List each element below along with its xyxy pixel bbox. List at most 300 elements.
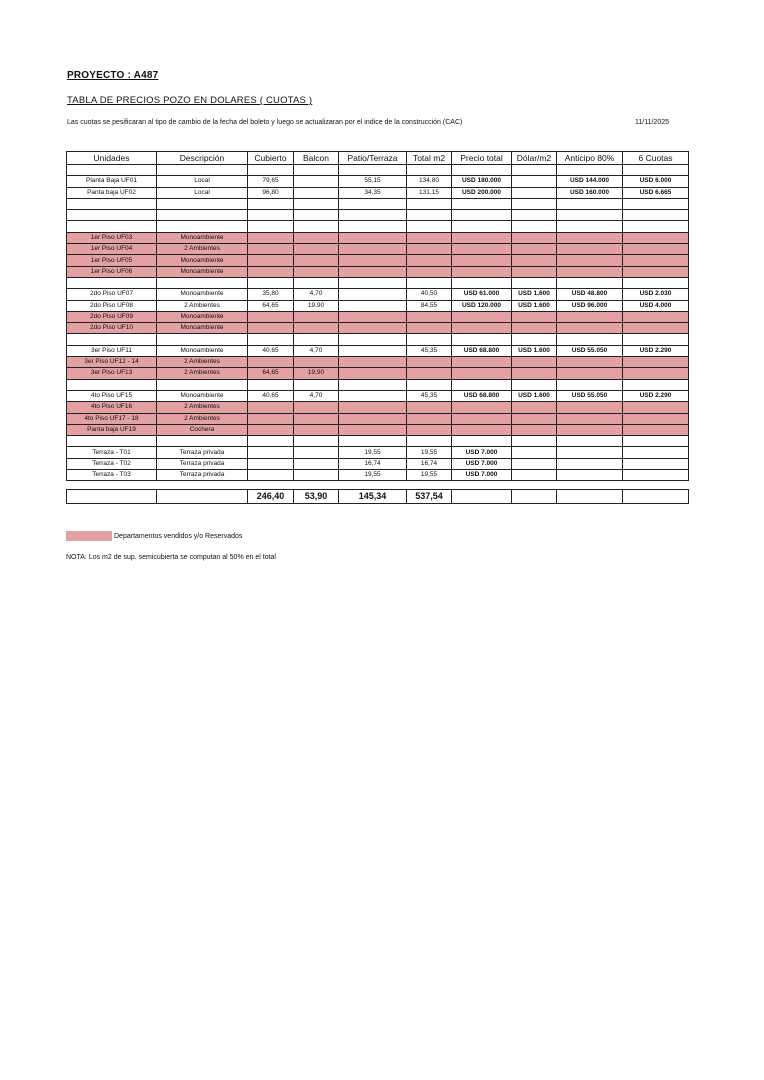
table-cell — [407, 424, 452, 435]
table-cell — [67, 210, 157, 221]
table-cell: 16,74 — [339, 458, 407, 469]
table-cell: 2 Ambientes — [157, 402, 248, 413]
table-cell — [407, 334, 452, 345]
table-cell — [557, 323, 623, 334]
sold-unit-row — [67, 244, 689, 255]
table-cell: USD 6.000 — [623, 176, 689, 187]
table-cell — [248, 165, 294, 176]
table-cell — [248, 232, 294, 243]
table-row — [67, 300, 689, 311]
table-cell — [452, 424, 512, 435]
table-cell: 3er Piso UF11 — [67, 345, 157, 356]
column-header: Balcon — [294, 152, 339, 165]
table-cell — [623, 244, 689, 255]
table-cell — [294, 165, 339, 176]
table-cell: USD 180.000 — [452, 176, 512, 187]
table-cell: USD 7.000 — [452, 470, 512, 481]
table-cell — [294, 187, 339, 198]
blank-row — [67, 277, 689, 288]
table-cell: Cochera — [157, 424, 248, 435]
table-cell — [294, 379, 339, 390]
table-cell — [407, 413, 452, 424]
table-cell — [407, 210, 452, 221]
table-cell: Monoambiente — [157, 266, 248, 277]
table-cell: Panta baja UF19 — [67, 424, 157, 435]
table-cell: 2do Piso UF09 — [67, 311, 157, 322]
table-cell: Monoambiente — [157, 390, 248, 401]
table-cell — [67, 221, 157, 232]
table-cell: 45,35 — [407, 345, 452, 356]
table-cell — [557, 165, 623, 176]
table-cell — [452, 210, 512, 221]
table-cell — [67, 277, 157, 288]
legend-label: Departamentos vendidos y/o Reservados — [114, 532, 243, 540]
table-cell: 55,15 — [339, 176, 407, 187]
table-cell: 4to Piso UF17 - 18 — [67, 413, 157, 424]
table-cell — [452, 266, 512, 277]
table-cell — [157, 334, 248, 345]
table-cell — [512, 277, 557, 288]
table-cell — [557, 210, 623, 221]
table-body — [67, 165, 689, 504]
table-cell — [294, 424, 339, 435]
column-header: Total m2 — [407, 152, 452, 165]
table-cell — [623, 447, 689, 458]
sold-unit-row — [67, 232, 689, 243]
table-cell — [623, 334, 689, 345]
table-cell — [623, 232, 689, 243]
footnote: NOTA: Los m2 de sup. semicubierta se computan al 50% en el total — [66, 554, 276, 561]
table-cell — [339, 244, 407, 255]
table-cell — [512, 379, 557, 390]
table-cell: 40,65 — [248, 390, 294, 401]
table-cell — [557, 334, 623, 345]
sold-unit-row — [67, 368, 689, 379]
table-cell — [294, 266, 339, 277]
blank-row — [67, 334, 689, 345]
table-cell: USD 160.000 — [557, 187, 623, 198]
table-cell: 2 Ambientes — [157, 413, 248, 424]
sold-unit-row — [67, 255, 689, 266]
table-cell — [339, 311, 407, 322]
table-cell — [452, 244, 512, 255]
table-cell — [67, 198, 157, 209]
table-cell: 131,15 — [407, 187, 452, 198]
table-cell — [623, 413, 689, 424]
table-cell — [512, 334, 557, 345]
table-cell: 2 Ambientes — [157, 244, 248, 255]
total-cell — [157, 490, 248, 504]
table-cell: USD 2.030 — [623, 289, 689, 300]
table-row — [67, 447, 689, 458]
table-cell — [339, 345, 407, 356]
table-cell: USD 144.000 — [557, 176, 623, 187]
column-header: Dólar/m2 — [512, 152, 557, 165]
table-cell: 19,55 — [339, 470, 407, 481]
total-cell — [512, 490, 557, 504]
spacer-row — [67, 481, 689, 490]
table-cell — [407, 221, 452, 232]
table-cell — [407, 244, 452, 255]
table-cell: Monoambiente — [157, 232, 248, 243]
table-cell: Terraza - T03 — [67, 470, 157, 481]
table-cell — [248, 402, 294, 413]
table-cell — [512, 447, 557, 458]
blank-row — [67, 198, 689, 209]
table-cell: USD 68.800 — [452, 345, 512, 356]
table-cell: 34,35 — [339, 187, 407, 198]
table-cell — [339, 334, 407, 345]
table-cell — [557, 311, 623, 322]
table-cell — [157, 210, 248, 221]
table-cell — [157, 277, 248, 288]
table-cell: USD 1.600 — [512, 345, 557, 356]
table-cell — [294, 198, 339, 209]
table-cell — [512, 210, 557, 221]
table-cell — [67, 436, 157, 447]
table-cell — [248, 323, 294, 334]
table-cell: 1er Piso UF04 — [67, 244, 157, 255]
table-row — [67, 289, 689, 300]
total-cell — [67, 490, 157, 504]
table-cell — [452, 311, 512, 322]
table-cell — [623, 402, 689, 413]
table-cell — [557, 357, 623, 368]
table-cell — [157, 165, 248, 176]
table-cell — [248, 436, 294, 447]
table-cell — [452, 255, 512, 266]
table-cell — [512, 458, 557, 469]
table-cell — [339, 165, 407, 176]
table-cell — [294, 176, 339, 187]
table-cell — [339, 357, 407, 368]
table-cell — [557, 447, 623, 458]
table-cell — [407, 198, 452, 209]
table-cell — [248, 413, 294, 424]
table-cell — [623, 470, 689, 481]
table-cell — [248, 424, 294, 435]
table-cell: USD 55.050 — [557, 345, 623, 356]
table-cell — [512, 424, 557, 435]
table-cell — [512, 436, 557, 447]
table-cell: USD 1.600 — [512, 390, 557, 401]
total-cell — [452, 490, 512, 504]
table-cell — [339, 368, 407, 379]
table-cell — [623, 266, 689, 277]
total-cell — [623, 490, 689, 504]
table-cell — [294, 232, 339, 243]
table-cell: USD 7.000 — [452, 458, 512, 469]
table-cell — [294, 311, 339, 322]
table-cell — [339, 300, 407, 311]
table-cell: Terraza privada — [157, 470, 248, 481]
table-cell: 1er Piso UF03 — [67, 232, 157, 243]
table-cell — [157, 436, 248, 447]
table-cell: 3er Piso UF13 — [67, 368, 157, 379]
table-cell: USD 55.050 — [557, 390, 623, 401]
table-cell — [157, 198, 248, 209]
table-cell: 45,35 — [407, 390, 452, 401]
table-cell — [294, 323, 339, 334]
legend — [66, 531, 242, 541]
table-cell — [248, 210, 294, 221]
table-row — [67, 390, 689, 401]
table-cell — [512, 470, 557, 481]
table-cell: USD 7.000 — [452, 447, 512, 458]
table-cell — [294, 255, 339, 266]
total-cell: 537,54 — [407, 490, 452, 504]
table-cell — [623, 198, 689, 209]
table-cell — [157, 379, 248, 390]
table-cell: Planta Baja UF01 — [67, 176, 157, 187]
table-cell — [557, 255, 623, 266]
table-cell: 96,80 — [248, 187, 294, 198]
table-cell: 19,90 — [294, 368, 339, 379]
table-cell — [248, 221, 294, 232]
table-cell: USD 4.000 — [623, 300, 689, 311]
table-cell — [407, 277, 452, 288]
table-cell — [512, 165, 557, 176]
table-cell — [294, 221, 339, 232]
table-cell: Monoambiente — [157, 289, 248, 300]
table-cell: 35,80 — [248, 289, 294, 300]
table-cell — [248, 379, 294, 390]
table-cell — [248, 255, 294, 266]
total-cell: 145,34 — [339, 490, 407, 504]
table-cell — [557, 470, 623, 481]
table-cell — [557, 266, 623, 277]
table-row — [67, 176, 689, 187]
table-cell — [248, 447, 294, 458]
table-cell: 4,70 — [294, 289, 339, 300]
project-title: PROYECTO : A487 — [67, 70, 159, 81]
sold-unit-row — [67, 311, 689, 322]
totals-row — [67, 490, 689, 504]
sold-unit-row — [67, 424, 689, 435]
table-cell: 19,90 — [294, 300, 339, 311]
table-cell: 2 Ambientes — [157, 300, 248, 311]
table-cell — [557, 413, 623, 424]
table-cell — [623, 210, 689, 221]
table-cell — [557, 424, 623, 435]
table-cell — [512, 198, 557, 209]
table-cell — [623, 255, 689, 266]
table-cell — [623, 436, 689, 447]
table-cell: Terraza - T02 — [67, 458, 157, 469]
table-cell — [452, 323, 512, 334]
table-cell — [407, 255, 452, 266]
table-cell — [339, 323, 407, 334]
table-cell — [294, 402, 339, 413]
table-cell — [512, 221, 557, 232]
table-cell — [557, 221, 623, 232]
table-cell — [339, 289, 407, 300]
table-cell: USD 1.600 — [512, 300, 557, 311]
table-cell — [452, 198, 512, 209]
table-cell — [248, 334, 294, 345]
table-cell — [248, 311, 294, 322]
table-cell: 3er Piso UF12 - 14 — [67, 357, 157, 368]
table-cell: USD 120.000 — [452, 300, 512, 311]
table-cell — [407, 436, 452, 447]
table-cell — [512, 176, 557, 187]
table-cell: Monoambiente — [157, 323, 248, 334]
table-cell: 4,70 — [294, 390, 339, 401]
table-cell — [452, 232, 512, 243]
table-cell — [248, 244, 294, 255]
table-cell — [512, 255, 557, 266]
table-cell — [407, 357, 452, 368]
table-cell — [339, 277, 407, 288]
table-cell — [512, 323, 557, 334]
table-cell — [407, 232, 452, 243]
sold-unit-row — [67, 357, 689, 368]
table-title: TABLA DE PRECIOS POZO EN DOLARES ( CUOTAS ) — [67, 95, 313, 106]
table-cell — [339, 390, 407, 401]
table-cell — [623, 323, 689, 334]
table-cell: USD 6.665 — [623, 187, 689, 198]
table-cell — [339, 232, 407, 243]
table-cell: 16,74 — [407, 458, 452, 469]
column-header: Anticipo 80% — [557, 152, 623, 165]
table-cell: 2do Piso UF08 — [67, 300, 157, 311]
table-cell: Local — [157, 176, 248, 187]
table-cell — [452, 436, 512, 447]
table-cell — [512, 244, 557, 255]
table-cell — [512, 357, 557, 368]
table-cell — [294, 244, 339, 255]
header-row — [67, 152, 689, 165]
document-date: 11/11/2025 — [635, 119, 669, 126]
table-cell — [248, 458, 294, 469]
table-cell — [512, 368, 557, 379]
table-cell: 1er Piso UF06 — [67, 266, 157, 277]
table-cell: Panta baja UF02 — [67, 187, 157, 198]
table-cell: Local — [157, 187, 248, 198]
table-cell — [452, 277, 512, 288]
table-cell — [557, 198, 623, 209]
total-cell — [557, 490, 623, 504]
total-cell: 246,40 — [248, 490, 294, 504]
table-cell: 19,55 — [339, 447, 407, 458]
table-cell — [339, 255, 407, 266]
sold-unit-row — [67, 413, 689, 424]
price-table — [66, 151, 689, 504]
sold-unit-row — [67, 402, 689, 413]
table-cell — [512, 402, 557, 413]
table-cell — [67, 165, 157, 176]
column-header: Cubierto — [248, 152, 294, 165]
table-cell — [452, 379, 512, 390]
table-cell: 4to Piso UF16 — [67, 402, 157, 413]
table-cell: Terraza - T01 — [67, 447, 157, 458]
table-cell — [294, 334, 339, 345]
sold-swatch — [66, 531, 112, 541]
table-cell — [557, 436, 623, 447]
column-header: Unidades — [67, 152, 157, 165]
column-header: Patio/Terraza — [339, 152, 407, 165]
table-cell: 79,65 — [248, 176, 294, 187]
table-cell — [67, 334, 157, 345]
column-header: Descripción — [157, 152, 248, 165]
table-cell — [407, 266, 452, 277]
blank-row — [67, 165, 689, 176]
table-cell: 4to Piso UF15 — [67, 390, 157, 401]
table-cell — [339, 210, 407, 221]
table-cell — [339, 266, 407, 277]
table-cell — [623, 165, 689, 176]
table-cell: 64,65 — [248, 300, 294, 311]
table-cell: 64,65 — [248, 368, 294, 379]
blank-row — [67, 436, 689, 447]
table-cell — [339, 424, 407, 435]
table-cell — [452, 334, 512, 345]
table-cell — [294, 447, 339, 458]
table-cell: 2do Piso UF10 — [67, 323, 157, 334]
column-header: Precio total — [452, 152, 512, 165]
table-cell — [512, 232, 557, 243]
table-cell — [339, 402, 407, 413]
table-cell — [294, 277, 339, 288]
table-cell — [294, 210, 339, 221]
table-cell — [452, 402, 512, 413]
table-cell — [294, 357, 339, 368]
table-cell: USD 2.290 — [623, 345, 689, 356]
table-cell: 40,50 — [407, 289, 452, 300]
table-cell: USD 200.000 — [452, 187, 512, 198]
table-cell — [67, 379, 157, 390]
table-cell: 19,55 — [407, 470, 452, 481]
table-cell: USD 1.600 — [512, 289, 557, 300]
table-cell — [407, 379, 452, 390]
table-cell: Terraza privada — [157, 447, 248, 458]
table-cell — [557, 379, 623, 390]
table-cell — [452, 165, 512, 176]
table-cell — [407, 402, 452, 413]
table-cell: 2do Piso UF07 — [67, 289, 157, 300]
table-cell — [452, 368, 512, 379]
column-header: 6 Cuotas — [623, 152, 689, 165]
table-cell — [339, 198, 407, 209]
table-cell: 2 Ambientes — [157, 357, 248, 368]
table-cell — [623, 277, 689, 288]
table-cell — [452, 221, 512, 232]
table-cell: Terraza privada — [157, 458, 248, 469]
table-cell — [623, 424, 689, 435]
table-cell: USD 2.290 — [623, 390, 689, 401]
table-cell: 19,55 — [407, 447, 452, 458]
table-cell — [623, 379, 689, 390]
table-cell — [339, 221, 407, 232]
table-cell — [557, 244, 623, 255]
table-cell — [557, 458, 623, 469]
table-cell: USD 68.800 — [452, 390, 512, 401]
sold-unit-row — [67, 323, 689, 334]
table-cell: Monoambiente — [157, 255, 248, 266]
table-row — [67, 345, 689, 356]
table-cell — [512, 187, 557, 198]
table-cell — [339, 413, 407, 424]
table-cell — [339, 436, 407, 447]
table-cell — [294, 470, 339, 481]
table-cell — [623, 368, 689, 379]
table-cell — [248, 266, 294, 277]
blank-row — [67, 221, 689, 232]
table-row — [67, 187, 689, 198]
table-cell — [407, 323, 452, 334]
table-cell — [512, 413, 557, 424]
table-cell — [512, 311, 557, 322]
